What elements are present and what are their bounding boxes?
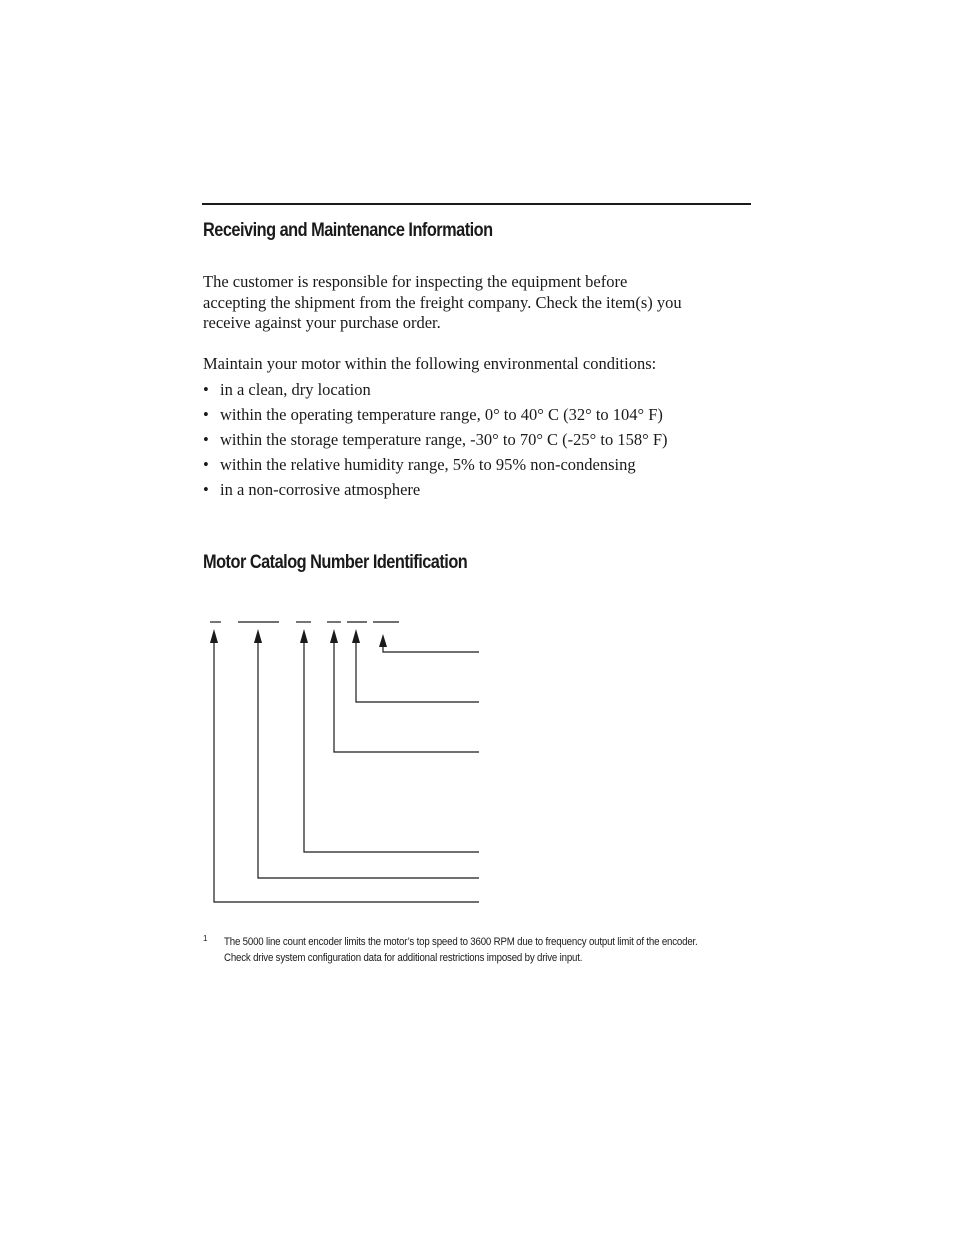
- condition-text: in a clean, dry location: [220, 380, 371, 399]
- arrowhead-icon: [352, 629, 360, 643]
- arrowhead-icon: [300, 629, 308, 643]
- arrowhead-icon: [379, 634, 387, 647]
- bullet-icon: •: [203, 480, 209, 499]
- inspection-line: receive against your purchase order.: [203, 313, 441, 332]
- catalog-heading: Motor Catalog Number Identification: [203, 552, 468, 573]
- condition-text: in a non-corrosive atmosphere: [220, 480, 421, 499]
- bullet-icon: •: [203, 405, 209, 424]
- condition-text: within the operating temperature range, 0° to 40° C (32° to 104° F): [220, 405, 663, 424]
- arrowhead-icon: [210, 629, 218, 643]
- inspection-line: The customer is responsible for inspecting the equipment before: [203, 272, 628, 291]
- condition-text: within the storage temperature range, -30° to 70° C (-25° to 158° F): [220, 430, 668, 449]
- leader-line-3: [304, 641, 479, 852]
- inspection-line: accepting the shipment from the freight company. Check the item(s) you: [203, 292, 682, 312]
- footnote-mark: 1: [203, 934, 208, 943]
- leader-line-5: [356, 641, 479, 702]
- arrowhead-icon: [254, 629, 262, 643]
- footnote-line: The 5000 line count encoder limits the motor’s top speed to 3600 RPM due to frequency output limit of the encoder.: [224, 936, 698, 948]
- condition-text: within the relative humidity range, 5% to 95% non-condensing: [220, 455, 636, 474]
- leader-line-6: [383, 645, 479, 652]
- arrowhead-icon: [330, 629, 338, 643]
- bullet-icon: •: [203, 430, 209, 449]
- bullet-icon: •: [203, 455, 209, 474]
- receiving-heading: Receiving and Maintenance Information: [203, 220, 493, 241]
- footnote-text: [224, 934, 699, 966]
- conditions-intro: Maintain your motor within the following environmental conditions:: [203, 354, 657, 373]
- leader-line-2: [258, 641, 479, 878]
- leader-line-1: [214, 641, 479, 902]
- bullet-icon: •: [203, 380, 209, 399]
- footnote-line: Check drive system configuration data for additional restrictions imposed by drive input.: [224, 952, 583, 964]
